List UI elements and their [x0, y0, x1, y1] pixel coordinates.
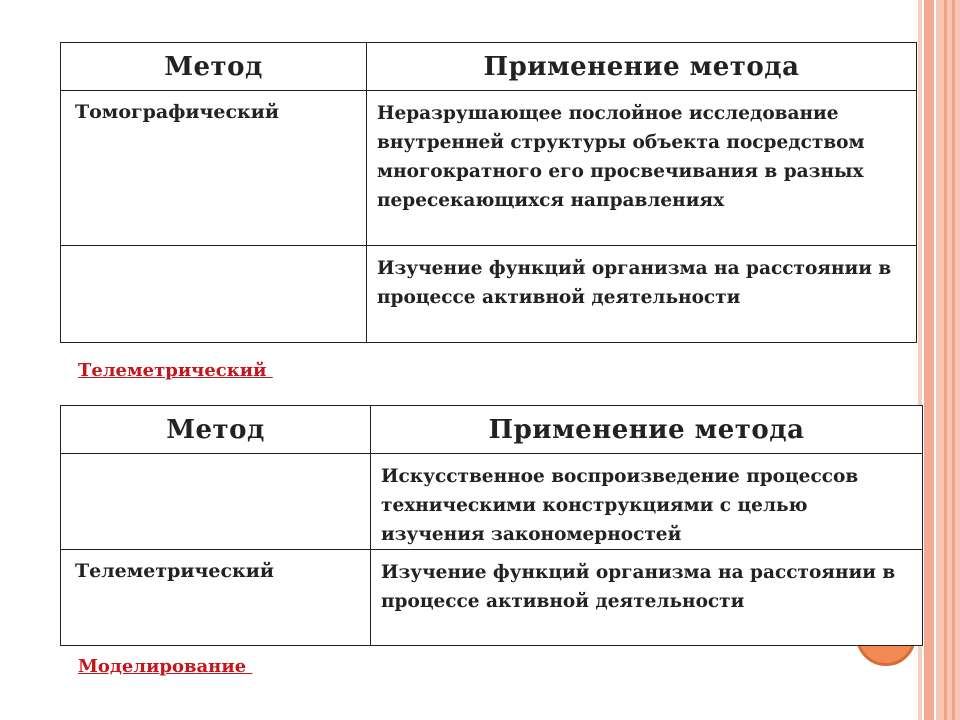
- method-cell: Телеметрический: [61, 550, 371, 646]
- header-method: Метод: [61, 406, 371, 454]
- header-application: Применение метода: [367, 43, 917, 91]
- answer-link-modeling[interactable]: Моделирование: [78, 656, 253, 677]
- table-row: [61, 454, 923, 550]
- decorative-stripe: [936, 0, 960, 720]
- answer-link-telemetric[interactable]: Телеметрический: [78, 360, 273, 381]
- decorative-stripe: [952, 0, 955, 720]
- decorative-stripe: [944, 0, 947, 720]
- table-header-row: [61, 43, 917, 91]
- method-cell-empty: [61, 454, 371, 550]
- method-table-1: [60, 42, 917, 343]
- method-cell-empty: [61, 246, 367, 343]
- application-cell: Изучение функций организма на расстоянии в процессе активной деятельности: [367, 246, 917, 343]
- decorative-stripe: [924, 0, 934, 720]
- table-row: [61, 246, 917, 343]
- table-row: [61, 91, 917, 246]
- application-cell: Неразрушающее послойное исследование внутренней структуры объекта посредством многократного его просвечивания в разных пересекающихся направлениях: [367, 91, 917, 246]
- method-table-2: [60, 405, 923, 646]
- application-cell: Изучение функций организма на расстоянии в процессе активной деятельности: [371, 550, 923, 646]
- header-application: Применение метода: [371, 406, 923, 454]
- header-method: Метод: [61, 43, 367, 91]
- method-cell: Томографический: [61, 91, 367, 246]
- table-row: [61, 550, 923, 646]
- table-header-row: [61, 406, 923, 454]
- application-cell: Искусственное воспроизведение процессов техническими конструкциями с целью изучения закономерностей: [371, 454, 923, 550]
